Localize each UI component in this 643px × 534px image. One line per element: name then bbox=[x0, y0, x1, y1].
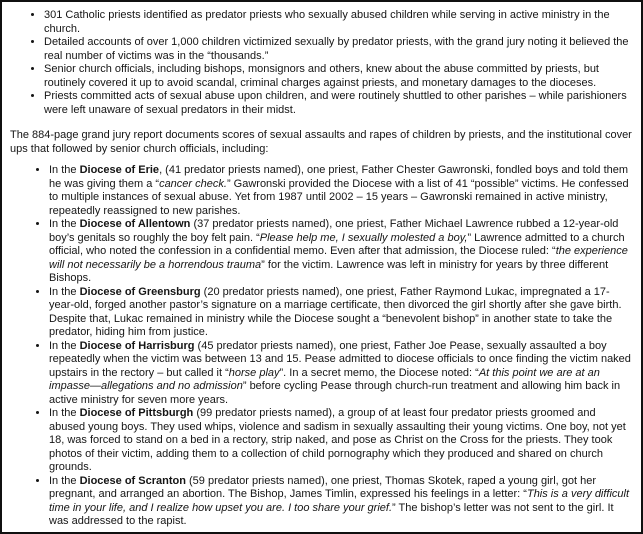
summary-bullet-item: • Detailed accounts of over 1,000 children victimized sexually by predator priests, with the grand jury noting it believed the real number of victims was in the “thousands.” bbox=[44, 36, 634, 63]
summary-bullet-item: • 301 Catholic priests identified as predator priests who sexually abused children while serving in active ministry in the church. bbox=[44, 9, 634, 36]
diocese-bullet-item-pittsburgh: • In the Diocese of Pittsburgh (99 predator priests named), a group of at least four predator priests groomed and abused young boys. They used whips, violence and sadism in sexually assaulting their young victims. One boy, not yet 18, was forced to stand on a bed in a rectory, strip naked, and pose as Christ on the Cross for the priests. They took photos of their victim, adding them to a collection of child pornography which they produced and shared on church grounds. bbox=[49, 407, 634, 475]
diocese-bullet-item-allentown: • In the Diocese of Allentown (37 predator priests named), one priest, Father Michael Lawrence rubbed a 12-year-old boy’s genitals so roughly the boy felt pain. “Please help me, I sexually molested a boy,” Lawrence admitted to a church official, who noted the confession in a confidential memo. Even after that admission, the Diocese ruled: “the experience will not necessarily be a horrendous trauma” for the victim. Lawrence was left in ministry for years by three different Bishops. bbox=[49, 218, 634, 286]
diocese-bullet-item-scranton: • In the Diocese of Scranton (59 predator priests named), one priest, Thomas Skotek, raped a young girl, got her pregnant, and arranged an abortion. The Bishop, James Timlin, expressed his feelings in a letter: “This is a very difficult time in your life, and I realize how upset you are. I too share your grief.” The bishop’s letter was not sent to the girl. It was addressed to the rapist. bbox=[49, 475, 634, 529]
report-intro-paragraph: The 884-page grand jury report documents scores of sexual assaults and rapes of children by priests, and the institutional cover ups that followed by senior church officials, including: bbox=[10, 129, 632, 155]
summary-bullet-item: • Priests committed acts of sexual abuse upon children, and were routinely shuttled to other parishes – while parishioners were left unaware of sexual predators in their midst. bbox=[44, 90, 634, 117]
summary-bullet-item: • Senior church officials, including bishops, monsignors and others, knew about the abuse committed by priests, but routinely covered it up to avoid scandal, criminal charges against priests, and monetary damages to the dioceses. bbox=[44, 63, 634, 90]
diocese-bullet-item-harrisburg: • In the Diocese of Harrisburg (45 predator priests named), one priest, Father Joe Pease, sexually assaulted a boy repeatedly when the victim was between 13 and 15. Pease admitted to diocese officials to once finding the victim naked upstairs in the rectory – but called it “horse play”. In a secret memo, the Diocese noted: “At this point we are at an impasse—allegations and no admission” before cycling Pease through church-run treatment and allowing him back in active ministry for seven more years. bbox=[49, 340, 634, 408]
summary-bullet-list bbox=[10, 9, 634, 117]
diocese-bullet-item-greensburg: • In the Diocese of Greensburg (20 predator priests named), one priest, Father Raymond Lukac, impregnated a 17-year-old, forged another pastor’s signature on a marriage certificate, then divorced the girl shortly after she gave birth. Despite that, Lukac remained in ministry while the Diocese sought a “benevolent bishop” in another state to take the predator, hiding him from justice. bbox=[49, 286, 634, 340]
diocese-bullet-list bbox=[10, 164, 634, 529]
diocese-bullet-item-erie: • In the Diocese of Erie, (41 predator priests named), one priest, Father Chester Gawronski, fondled boys and told them he was giving them a “cancer check.” Gawronski provided the Diocese with a list of 41 “possible” victims. He confessed to multiple instances of sexual abuse. Yet from 1987 until 2002 – 15 years – Gawronski remained in active ministry, repeatedly reassigned to new parishes. bbox=[49, 164, 634, 218]
